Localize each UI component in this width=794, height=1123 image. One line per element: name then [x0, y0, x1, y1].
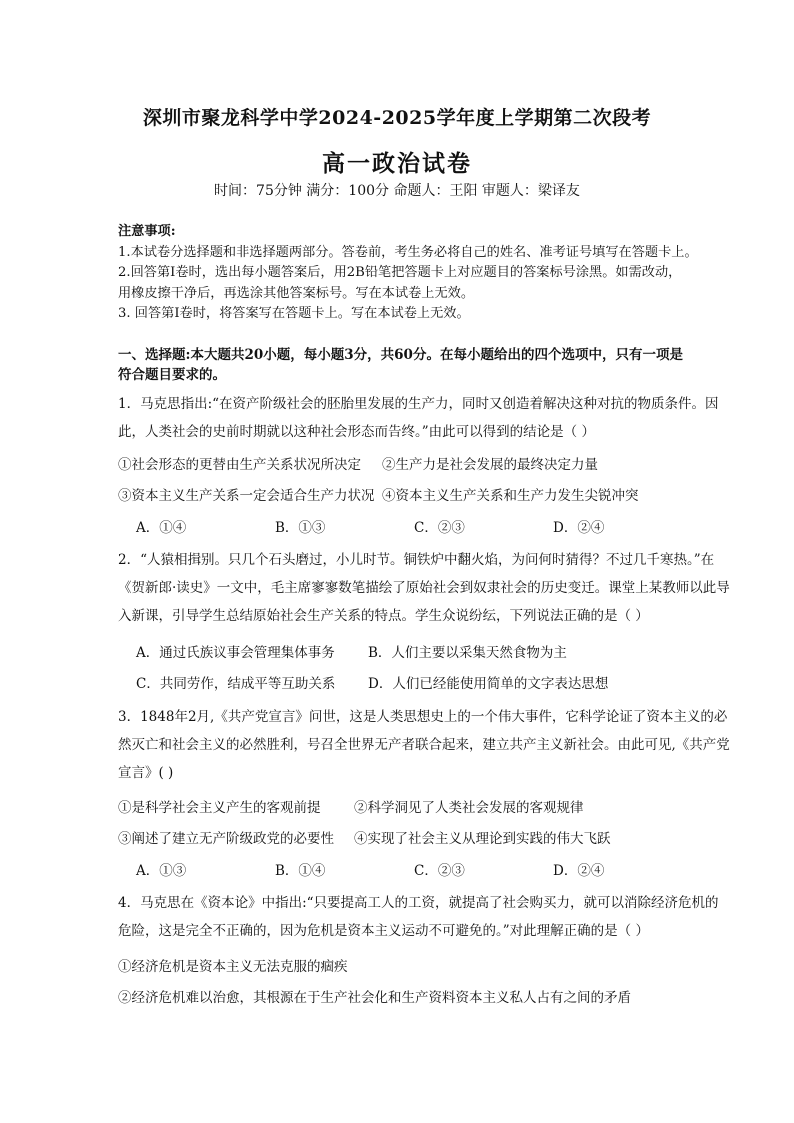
option-b: B．人们主要以采集天然食物为主 — [368, 645, 567, 661]
notes-title: 注意事项: — [118, 224, 176, 239]
option-d: D．人们已经能使用简单的文字表达思想 — [368, 676, 609, 692]
statement: ④资本主义生产关系和生产力发生尖锐冲突 — [382, 488, 639, 504]
question-stem-line: 入新课，引导学生总结原始社会生产关系的特点。学生众说纷纭，下列说法正确的是（ ） — [118, 608, 649, 624]
option-d: D．②④ — [553, 863, 605, 879]
question-4-statement-1 — [118, 952, 348, 983]
statement: ②科学洞见了人类社会发展的客观规律 — [354, 800, 584, 816]
option-a: A．①④ — [136, 520, 187, 536]
section-heading-line: 一、选择题:本大题共20小题，每小题3分，共60分。在每小题给出的四个选项中，只有一项是 — [118, 347, 683, 363]
statement: ①是科学社会主义产生的客观前提 — [118, 800, 321, 816]
question-1-options — [136, 513, 604, 544]
question-stem-line: 3．1848年2月,《共产党宣言》问世，这是人类思想史上的一个伟大事件，它科学论证了资本主义的必 — [118, 709, 728, 725]
notes-line: 用橡皮擦干净后，再选涂其他答案标号。写在本试卷上无效。 — [118, 285, 475, 301]
question-stem-line: 危险，这是完全不正确的，因为危机是资本主义运动不可避免的。”对此理解正确的是（ ） — [118, 923, 649, 939]
option-b: B．①④ — [275, 863, 326, 879]
statement: ④实现了社会主义从理论到实践的伟大飞跃 — [354, 831, 611, 847]
option-c: C．共同劳作，结成平等互助关系 — [136, 676, 336, 692]
question-1-statements-row1 — [118, 450, 598, 481]
statement: ③资本主义生产关系一定会适合生产力状况 — [118, 488, 375, 504]
notes-block — [118, 222, 738, 325]
question-2-options-row1 — [136, 638, 567, 669]
question-stem-line: 然灭亡和社会主义的必然胜利，号召全世界无产者联合起来，建立共产主义新社会。由此可见,《共产党 — [118, 737, 730, 753]
notes-line: 3. 回答第Ⅰ卷时，将答案写在答题卡上。写在本试卷上无效。 — [118, 306, 470, 321]
question-stem-line: 2．“人猿相揖别。只几个石头磨过，小儿时节。铜铁炉中翻火焰，为问何时猜得？不过几千寒热。”在 — [118, 552, 715, 568]
question-1-statements-row2 — [118, 481, 639, 512]
question-3-statements-row1 — [118, 793, 584, 824]
exam-title: 高一政治试卷 — [322, 150, 472, 177]
question-4-statement-2 — [118, 983, 631, 1014]
statement: ①经济危机是资本主义无法克服的痼疾 — [118, 959, 348, 975]
question-3-options — [136, 856, 604, 887]
section-heading-line: 符合题目要求的。 — [118, 367, 226, 383]
question-stem-line: 1．马克思指出:“在资产阶级社会的胚胎里发展的生产力，同时又创造着解决这种对抗的物质条件。因 — [118, 396, 719, 412]
question-stem-line: 《贺新郎·读史》一文中，毛主席寥寥数笔描绘了原始社会到奴隶社会的历史变迁。课堂上某教师以此导 — [118, 580, 730, 596]
statement: ①社会形态的更替由生产关系状况所决定 — [118, 457, 361, 473]
question-stem-line: 宣言》( ) — [118, 765, 174, 781]
option-b: B．①③ — [275, 520, 326, 536]
option-c: C．②③ — [414, 520, 465, 536]
question-3-stem — [118, 703, 738, 787]
question-2-stem — [118, 546, 738, 630]
question-1-stem — [118, 390, 738, 446]
statement: ③阐述了建立无产阶级政党的必要性 — [118, 831, 334, 847]
option-a: A．①③ — [136, 863, 187, 879]
option-a: A．通过氏族议事会管理集体事务 — [136, 645, 335, 661]
question-stem-line: 4．马克思在《资本论》中指出:“只要提高工人的工资，就提高了社会购买力，就可以消除经济危机的 — [118, 895, 719, 911]
option-d: D．②④ — [553, 520, 605, 536]
notes-line: 1.本试卷分选择题和非选择题两部分。答卷前，考生务必将自己的姓名、准考证号填写在答题卡上。 — [118, 244, 698, 260]
question-3-statements-row2 — [118, 824, 611, 855]
notes-line: 2.回答第Ⅰ卷时，选出每小题答案后，用2B铅笔把答题卡上对应题目的答案标号涂黑。如需改动， — [118, 265, 682, 280]
section-heading — [118, 345, 738, 385]
question-stem-line: 此，人类社会的史前时期就以这种社会形态而告终。”由此可以得到的结论是（ ） — [118, 424, 595, 440]
question-4-stem — [118, 889, 738, 945]
question-2-options-row2 — [136, 669, 608, 700]
statement: ②生产力是社会发展的最终决定力量 — [382, 457, 598, 473]
exam-meta: 时间：75分钟 满分：100分 命题人：王阳 审题人：梁译友 — [214, 183, 580, 199]
statement: ②经济危机难以治愈，其根源在于生产社会化和生产资料资本主义私人占有之间的矛盾 — [118, 990, 631, 1006]
school-title: 深圳市聚龙科学中学2024-2025学年度上学期第二次段考 — [142, 107, 652, 129]
option-c: C．②③ — [414, 863, 465, 879]
